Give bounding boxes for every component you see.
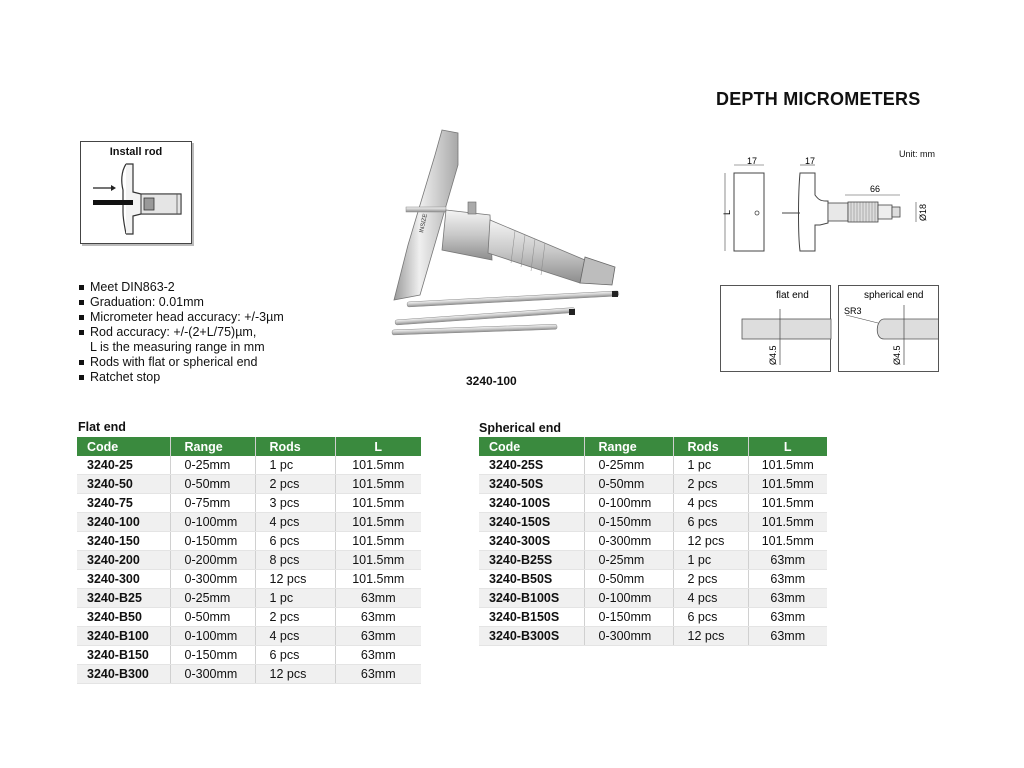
cell-range: 0-100mm <box>170 627 255 646</box>
cell-length: 101.5mm <box>335 532 421 551</box>
column-header-code: Code <box>77 437 170 456</box>
cell-range: 0-300mm <box>170 570 255 589</box>
cell-length: 101.5mm <box>335 570 421 589</box>
cell-length: 101.5mm <box>748 532 827 551</box>
cell-range: 0-300mm <box>584 627 673 646</box>
cell-rods: 2 pcs <box>255 608 335 627</box>
flat-end-label: flat end <box>776 290 809 301</box>
spherical-end-drawing <box>838 285 940 373</box>
dim-66: 66 <box>870 184 881 194</box>
cell-length: 101.5mm <box>335 456 421 475</box>
cell-range: 0-100mm <box>584 589 673 608</box>
feature-list <box>78 280 284 385</box>
table-row <box>479 570 827 589</box>
cell-length: 101.5mm <box>335 494 421 513</box>
cell-range: 0-75mm <box>170 494 255 513</box>
cell-rods: 1 pc <box>255 589 335 608</box>
cell-length: 63mm <box>748 570 827 589</box>
cell-range: 0-150mm <box>170 532 255 551</box>
table-row <box>479 627 827 646</box>
cell-code: 3240-B300 <box>77 665 170 684</box>
cell-rods: 1 pc <box>673 456 748 475</box>
cell-rods: 6 pcs <box>255 646 335 665</box>
cell-length: 101.5mm <box>335 551 421 570</box>
table-header-row <box>77 437 421 456</box>
column-header-rods: Rods <box>255 437 335 456</box>
cell-length: 63mm <box>335 646 421 665</box>
cell-code: 3240-75 <box>77 494 170 513</box>
cell-length: 101.5mm <box>335 475 421 494</box>
cell-code: 3240-B50S <box>479 570 584 589</box>
cell-range: 0-300mm <box>584 532 673 551</box>
cell-code: 3240-B100 <box>77 627 170 646</box>
cell-length: 101.5mm <box>748 456 827 475</box>
cell-rods: 4 pcs <box>255 627 335 646</box>
cell-length: 63mm <box>335 627 421 646</box>
cell-range: 0-25mm <box>170 456 255 475</box>
cell-rods: 2 pcs <box>673 570 748 589</box>
cell-length: 63mm <box>748 608 827 627</box>
cell-rods: 4 pcs <box>255 513 335 532</box>
feature-item: Rod accuracy: +/-(2+L/75)µm, <box>78 325 284 340</box>
cell-code: 3240-B50 <box>77 608 170 627</box>
table-row <box>479 589 827 608</box>
table-row <box>479 475 827 494</box>
cell-code: 3240-B25S <box>479 551 584 570</box>
cell-range: 0-50mm <box>170 475 255 494</box>
product-model-label: 3240-100 <box>466 374 517 388</box>
table-row <box>479 494 827 513</box>
dimension-drawing <box>720 155 945 255</box>
column-header-l: L <box>748 437 827 456</box>
product-image <box>380 125 630 345</box>
cell-rods: 4 pcs <box>673 589 748 608</box>
spherical-end-table <box>479 437 827 646</box>
table-row <box>77 608 421 627</box>
table-row <box>479 456 827 475</box>
cell-range: 0-150mm <box>584 513 673 532</box>
cell-length: 63mm <box>748 589 827 608</box>
table-row <box>77 570 421 589</box>
cell-length: 63mm <box>748 627 827 646</box>
table-row <box>77 494 421 513</box>
cell-code: 3240-100 <box>77 513 170 532</box>
cell-code: 3240-150S <box>479 513 584 532</box>
cell-rods: 4 pcs <box>673 494 748 513</box>
cell-range: 0-25mm <box>584 551 673 570</box>
cell-rods: 12 pcs <box>255 570 335 589</box>
cell-rods: 6 pcs <box>255 532 335 551</box>
spherical-end-label: spherical end <box>864 290 924 301</box>
install-rod-figure <box>80 141 192 244</box>
dim-17-left: 17 <box>747 156 758 166</box>
table-row <box>479 551 827 570</box>
cell-range: 0-25mm <box>170 589 255 608</box>
cell-length: 63mm <box>335 665 421 684</box>
table-row <box>77 665 421 684</box>
install-rod-illustration <box>81 142 191 243</box>
cell-length: 63mm <box>748 551 827 570</box>
table-row <box>77 589 421 608</box>
flat-end-table <box>77 437 421 684</box>
spherical-table-title: Spherical end <box>479 421 561 435</box>
column-header-range: Range <box>584 437 673 456</box>
cell-rods: 1 pc <box>673 551 748 570</box>
cell-length: 101.5mm <box>748 494 827 513</box>
cell-range: 0-150mm <box>170 646 255 665</box>
cell-length: 63mm <box>335 608 421 627</box>
cell-rods: 6 pcs <box>673 513 748 532</box>
cell-code: 3240-25 <box>77 456 170 475</box>
flat-end-diameter: Ø4.5 <box>768 345 778 365</box>
column-header-rods: Rods <box>673 437 748 456</box>
cell-code: 3240-B150 <box>77 646 170 665</box>
feature-item: Micrometer head accuracy: +/-3µm <box>78 310 284 325</box>
table-row <box>77 551 421 570</box>
table-row <box>479 608 827 627</box>
cell-length: 101.5mm <box>748 475 827 494</box>
cell-rods: 2 pcs <box>673 475 748 494</box>
unit-label: Unit: mm <box>899 149 935 159</box>
cell-range: 0-300mm <box>170 665 255 684</box>
cell-code: 3240-50 <box>77 475 170 494</box>
arrow-right-icon <box>111 185 116 191</box>
table-row <box>77 646 421 665</box>
feature-item-continued: L is the measuring range in mm <box>90 340 265 354</box>
cell-rods: 6 pcs <box>673 608 748 627</box>
cell-length: 63mm <box>335 589 421 608</box>
cell-code: 3240-B25 <box>77 589 170 608</box>
column-header-range: Range <box>170 437 255 456</box>
dim-17-right: 17 <box>805 156 816 166</box>
cell-rods: 8 pcs <box>255 551 335 570</box>
cell-range: 0-100mm <box>584 494 673 513</box>
cell-code: 3240-200 <box>77 551 170 570</box>
cell-rods: 3 pcs <box>255 494 335 513</box>
table-row <box>77 532 421 551</box>
feature-item: Graduation: 0.01mm <box>78 295 284 310</box>
cell-code: 3240-B150S <box>479 608 584 627</box>
table-row <box>77 475 421 494</box>
cell-rods: 2 pcs <box>255 475 335 494</box>
cell-code: 3240-50S <box>479 475 584 494</box>
cell-range: 0-50mm <box>584 570 673 589</box>
feature-item: Meet DIN863-2 <box>78 280 284 295</box>
page-title: DEPTH MICROMETERS <box>716 89 921 109</box>
install-rod-label: Install rod <box>109 146 163 158</box>
feature-item: Rods with flat or spherical end <box>78 355 284 370</box>
dim-L: L <box>722 209 732 215</box>
cell-range: 0-50mm <box>584 475 673 494</box>
cell-range: 0-150mm <box>584 608 673 627</box>
cell-rods: 12 pcs <box>255 665 335 684</box>
cell-code: 3240-100S <box>479 494 584 513</box>
cell-code: 3240-B300S <box>479 627 584 646</box>
cell-rods: 12 pcs <box>673 532 748 551</box>
cell-range: 0-25mm <box>584 456 673 475</box>
table-row <box>77 627 421 646</box>
cell-range: 0-50mm <box>170 608 255 627</box>
column-header-l: L <box>335 437 421 456</box>
cell-range: 0-200mm <box>170 551 255 570</box>
dim-diameter-18: Ø18 <box>918 203 928 221</box>
column-header-code: Code <box>479 437 584 456</box>
spherical-end-radius: SR3 <box>844 306 862 316</box>
table-row <box>77 513 421 532</box>
cell-rods: 1 pc <box>255 456 335 475</box>
flat-end-drawing <box>720 285 832 373</box>
feature-item: Ratchet stop <box>78 370 284 385</box>
cell-length: 101.5mm <box>335 513 421 532</box>
cell-range: 0-100mm <box>170 513 255 532</box>
cell-code: 3240-300 <box>77 570 170 589</box>
flat-table-title: Flat end <box>78 420 126 434</box>
spherical-end-diameter: Ø4.5 <box>892 345 902 365</box>
table-header-row <box>479 437 827 456</box>
brand-mark: INSIZE <box>419 213 429 234</box>
table-row <box>479 513 827 532</box>
cell-length: 101.5mm <box>748 513 827 532</box>
cell-rods: 12 pcs <box>673 627 748 646</box>
table-row <box>77 456 421 475</box>
cell-code: 3240-B100S <box>479 589 584 608</box>
cell-code: 3240-25S <box>479 456 584 475</box>
table-row <box>479 532 827 551</box>
cell-code: 3240-150 <box>77 532 170 551</box>
cell-code: 3240-300S <box>479 532 584 551</box>
